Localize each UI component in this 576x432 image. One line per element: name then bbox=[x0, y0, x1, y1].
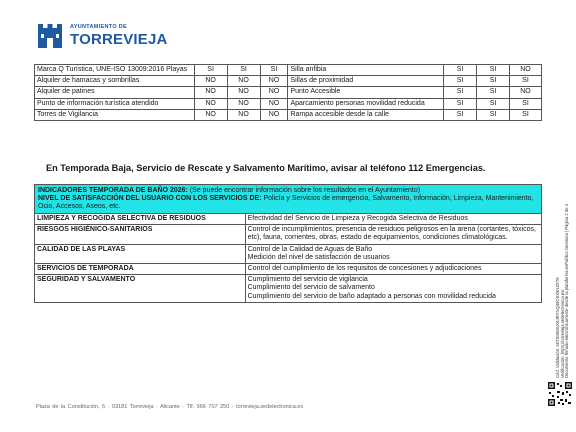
indicator-category: CALIDAD DE LAS PLAYAS bbox=[35, 244, 246, 263]
indicator-line: Control del cumplimiento de los requisitos de concesiones y adjudicaciones bbox=[247, 265, 482, 273]
service-name: Alquiler de patines bbox=[35, 87, 195, 98]
status-cell: SI bbox=[194, 65, 227, 76]
indicator-description bbox=[245, 244, 541, 263]
status-cell: NO bbox=[194, 98, 227, 109]
status-cell: SI bbox=[444, 87, 477, 98]
status-cell: SI bbox=[477, 65, 510, 76]
org-label-small: AYUNTAMIENTO DE bbox=[70, 24, 127, 31]
status-cell: NO bbox=[227, 98, 260, 109]
indicator-description bbox=[245, 264, 541, 275]
service-name: Rampa accesible desde la calle bbox=[288, 109, 444, 120]
status-cell: SI bbox=[477, 87, 510, 98]
status-cell: SI bbox=[477, 98, 510, 109]
status-cell: NO bbox=[260, 87, 288, 98]
indicator-line: Cumplimiento del servicio de salvamento bbox=[247, 284, 375, 292]
status-cell: NO bbox=[227, 109, 260, 120]
status-cell: SI bbox=[260, 65, 288, 76]
validation-code: Cód. Validación: 45TSMWGXKJRYNQ39CEX9NZXT9 bbox=[555, 277, 560, 378]
service-name: Torres de Vigilancia bbox=[35, 109, 195, 120]
services-row bbox=[35, 98, 542, 109]
service-name: Punto Accesible bbox=[288, 87, 444, 98]
indicator-line: Control de incumplimientos, presencia de residuos peligrosos en la arena (cortantes, tóxicos, etc), fauna, corrientes, obras, estado de equipamientos, condiciones climatológicas. bbox=[247, 226, 536, 242]
status-cell: SI bbox=[444, 109, 477, 120]
status-cell: SI bbox=[444, 76, 477, 87]
org-label-big: TORREVIEJA bbox=[70, 30, 168, 48]
service-name: Aparcamiento personas movilidad reducida bbox=[288, 98, 444, 109]
services-row bbox=[35, 109, 542, 120]
status-cell: SI bbox=[444, 98, 477, 109]
indicator-description bbox=[245, 225, 541, 244]
status-cell: SI bbox=[477, 109, 510, 120]
status-cell: NO bbox=[509, 65, 541, 76]
status-cell: SI bbox=[227, 65, 260, 76]
services-row bbox=[35, 65, 542, 76]
status-cell: NO bbox=[509, 87, 541, 98]
indicator-description bbox=[245, 275, 541, 303]
indicators-table bbox=[34, 184, 542, 303]
indicator-line: Control de la Calidad de Aguas de Baño bbox=[247, 245, 373, 253]
indicator-description bbox=[245, 214, 541, 225]
emergency-banner: En Temporada Baja, Servicio de Rescate y Salvamento Marítimo, avisar al teléfono 112 Emergencias. bbox=[46, 163, 486, 173]
status-cell: SI bbox=[509, 98, 541, 109]
indicator-row bbox=[35, 214, 542, 225]
services-table bbox=[34, 64, 542, 121]
indicator-line: Cumplimiento del servicio de vigilancia bbox=[247, 276, 368, 284]
status-cell: SI bbox=[444, 65, 477, 76]
verification-url: Verificación: https://torrevieja.sedelectronica.es/ bbox=[559, 289, 565, 378]
status-cell: SI bbox=[509, 76, 541, 87]
satisfaction-title: NIVEL DE SATISFACCIÓN DEL USUARIO CON LOS SERVICIOS DE: bbox=[38, 195, 262, 202]
status-cell: NO bbox=[227, 76, 260, 87]
service-name: Silla anfibia bbox=[288, 65, 444, 76]
indicator-line: Medición del nivel de satisfacción de usuarios bbox=[247, 253, 390, 261]
status-cell: NO bbox=[260, 76, 288, 87]
services-row bbox=[35, 87, 542, 98]
status-cell: NO bbox=[194, 76, 227, 87]
indicator-category: SERVICIOS DE TEMPORADA bbox=[35, 264, 246, 275]
service-name: Punto de información turística atendido bbox=[35, 98, 195, 109]
qr-code-icon bbox=[548, 382, 572, 406]
indicator-category: SEGURIDAD Y SALVAMENTO bbox=[35, 275, 246, 303]
status-cell: NO bbox=[227, 87, 260, 98]
status-cell: NO bbox=[194, 109, 227, 120]
indicator-row bbox=[35, 275, 542, 303]
status-cell: NO bbox=[194, 87, 227, 98]
signature-note: Documento firmado electrónicamente desde la plataforma esPublico Gestiona | Página 2 de 4 bbox=[564, 203, 570, 378]
indicator-category: LIMPIEZA Y RECOGIDA SELECTIVA DE RESIDUOS bbox=[35, 214, 246, 225]
status-cell: SI bbox=[477, 76, 510, 87]
indicator-category: RIESGOS HIGIÉNICO-SANITARIOS bbox=[35, 225, 246, 244]
indicator-row bbox=[35, 264, 542, 275]
validation-sidebar bbox=[555, 203, 570, 378]
ayuntamiento-logo bbox=[36, 22, 168, 50]
indicator-line: Efectividad del Servicio de Limpieza y Recogida Selectiva de Residuos bbox=[247, 215, 468, 222]
service-name: Sillas de proximidad bbox=[288, 76, 444, 87]
indicator-row bbox=[35, 225, 542, 244]
indicators-header bbox=[35, 185, 542, 214]
castle-icon bbox=[36, 22, 64, 50]
footer-address: Plaza de la Constitución, 5 · 03181 Torrevieja · Alicante · Tlf. 966 707 250 · torrevieja.sedelectronica.es bbox=[36, 404, 304, 410]
satisfaction-services: Policía y Servicios de emergencia, Salvamento, Información, Limpieza, Mantenimiento, Ocio, Accesos, Aseos, etc. bbox=[38, 195, 534, 210]
service-name: Alquiler de hamacas y sombrillas bbox=[35, 76, 195, 87]
services-row bbox=[35, 76, 542, 87]
indicators-note: (Se puede encontrar información sobre los resultados en el Ayuntamiento) bbox=[187, 187, 421, 194]
status-cell: SI bbox=[509, 109, 541, 120]
service-name: Marca Q Turística, UNE-ISO 13009:2016 Playas bbox=[35, 65, 195, 76]
indicator-line: Cumplimiento del servicio de baño adaptado a personas con movilidad reducida bbox=[247, 292, 496, 300]
indicators-title: INDICADORES TEMPORADA DE BAÑO 2026: bbox=[38, 187, 188, 194]
status-cell: NO bbox=[260, 109, 288, 120]
status-cell: NO bbox=[260, 98, 288, 109]
indicator-row bbox=[35, 244, 542, 263]
